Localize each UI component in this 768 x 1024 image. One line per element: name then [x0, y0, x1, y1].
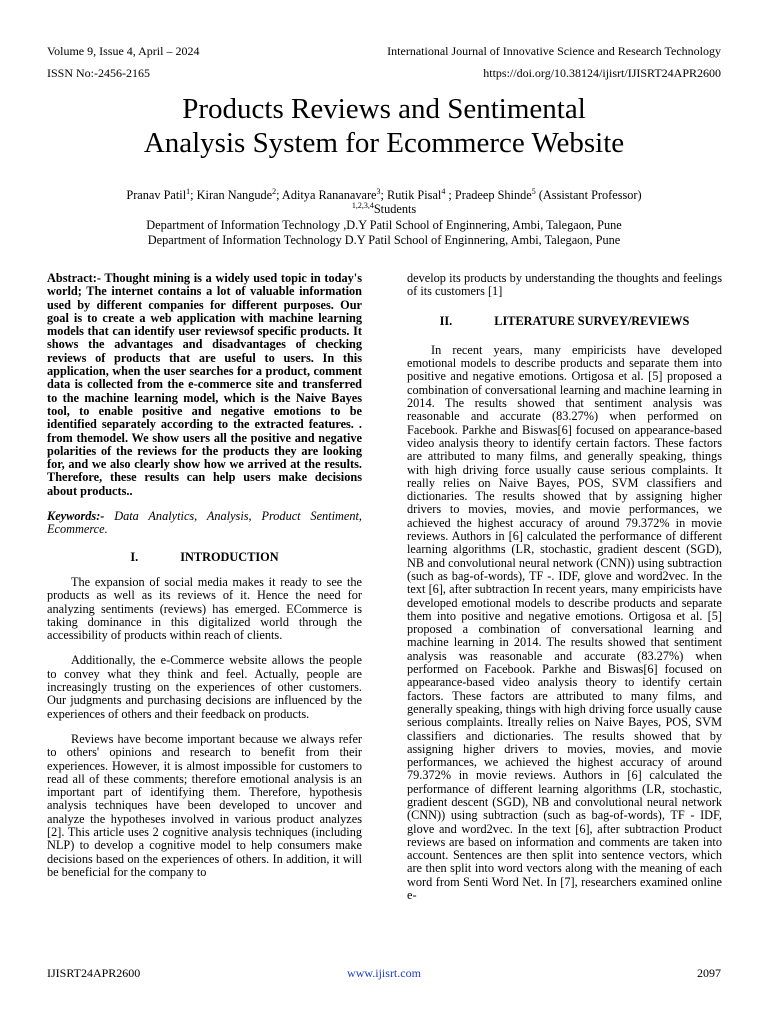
section-heading-literature: [407, 315, 722, 328]
paper-title-line-1: Products Reviews and Sentimental: [182, 93, 586, 125]
intro-paragraph-3: Reviews have become important because we always refer to others' opinions and research to benefit from their experiences. However, it is almost impossible for customers to read all of these comments; therefore emotional analysis is an important part of identifying them. Therefore, hypothesis analysis techniques have been developed to uncover and analyze the hypotheses involved in various product analyzes [2]. This article uses 2 cognitive analysis techniques (including NLP) to develop a cognitive model to help consumers make decisions based on the experiences of others. In addition, it will be beneficial for the company to: [47, 731, 362, 879]
intro-continuation: develop its products by understanding the thoughts and feelings of its customers [1]: [407, 271, 722, 299]
intro-paragraph-1: The expansion of social media makes it ready to see the products as well as its reviews of it. Hence the need for analyzing sentiments (reviews) has emerged. ECommerce is taking dominance in this digitalized world through the accessibility of products within reach of clients.: [47, 574, 362, 643]
author-list: [40, 188, 728, 203]
section-heading-introduction: [47, 551, 362, 564]
journal-name: International Journal of Innovative Science and Research Technology: [387, 44, 721, 58]
author-affil: 3: [376, 186, 381, 196]
author-name: ; Kiran Nangude: [190, 188, 273, 202]
right-column: [407, 272, 722, 902]
affiliation-1: Department of Information Technology ,D.Y Patil School of Enginnering, Ambi, Talegaon, Pune: [146, 218, 622, 232]
section-number: I.: [130, 549, 139, 564]
section-title: INTRODUCTION: [180, 549, 279, 564]
doi-link[interactable]: https://doi.org/10.38124/ijisrt/IJISRT24APR2600: [483, 66, 721, 80]
abstract: Abstract:- Thought mining is a widely used topic in today's world; The internet contains a lot of valuable information used by different companies for different purposes. Our goal is to create a web application with machine learning models that can identify user reviewsof specific products. It shows the advantages and disadvantages of checking reviews of products that are useful to users. In this application, when the user searches for a product, comment data is collected from the e-commerce site and transferred to the machine learning model, which is the Naive Bayes tool, to enable positive and negative emotions to be identified separately according to the extracted features. . from themodel. We show users all the positive and negative polarities of the reviews for the products they are looking for, and we also clearly show how we arrived at the results. Therefore, these results can help users make decisions about products..: [47, 271, 362, 498]
author-affil: 4: [441, 186, 446, 196]
students-label: Students: [373, 202, 417, 216]
author-name: ; Rutik Pisal: [380, 188, 442, 202]
author-affil: 1: [186, 186, 191, 196]
footer-paper-code: IJISRT24APR2600: [47, 966, 141, 980]
author-affil: 5: [531, 186, 536, 196]
section-title: LITERATURE SURVEY/REVIEWS: [494, 313, 690, 328]
affiliation-2: Department of Information Technology D.Y Patil School of Enginnering, Ambi, Talegaon, Pune: [147, 233, 621, 247]
section-number: II.: [439, 313, 453, 328]
author-affil: 2: [272, 186, 277, 196]
volume-info: Volume 9, Issue 4, April ‒ 2024: [47, 44, 200, 58]
author-students: [40, 202, 728, 217]
left-column: [47, 272, 362, 879]
author-name: ; Aditya Rananavare: [276, 188, 377, 202]
footer-website-link[interactable]: www.ijisrt.com: [347, 966, 421, 980]
literature-paragraph: In recent years, many empiricists have developed emotional models to describe products and separate them into positive and negative emotions. Ortigosa et al. [5] proposed a combination of conversational learning and machine learning in 2014. The results showed that sentiment analysis was reasonable and accurate (83.27%) when performed on Facebook. Parkhe and Biswas[6] focused on appearance-based video analysis theory to identify certain factors. These factors are attributed to many films, and generally speaking, things with high driving force usually cause serious complaints. It really relies on Naive Bayes, POS, SVM classifiers and dictionaries. The results showed that by assigning higher drivers to movies, movies, and movie performances, we achieved the highest accuracy of around 79.372% in movie reviews. Authors in [6] calculated the performance of different learning algorithms (LR, stochastic, gradient descent (SGD), NB and convolutional neural network (CNN)) using subtraction (such as bag-of-words), TF -. IDF, glove and word2vec. In the text [6], after subtraction In recent years, many empiricists have developed emotional models to describe products and separate them into positive and negative emotions. Ortigosa et al. [5] proposed a combination of conversational learning and machine learning in 2014. The results showed that sentiment analysis was reasonable and accurate (83.27%) when performed on Facebook. Parkhe and Biswas[6] focused on appearance-based video analysis theory to identify certain factors. These factors are attributed to many films, and generally speaking, things with high driving force usually cause serious complaints. Itreally relies on Naive Bayes, POS, SVM classifiers and dictionaries. The results showed that by assigning higher drivers to movies, movies, and movie performances, we achieved the highest accuracy of around 79.372% in movie reviews. Authors in [6] calculated the performance of different learning algorithms (LR, stochastic, gradient descent (SGD), NB and convolutional neural network (CNN)) using subtraction (such as bag-of-words), TF - IDF, glove and word2vec. In the text [6], after subtraction Product reviews are based on information and comments are taken into account. Sentences are then split into sentence vectors, which are then split into word vectors along with the meaning of each word from Senti Word Net. In [7], researchers examined online e-: [407, 342, 722, 903]
author-name: ; Pradeep Shinde: [445, 188, 532, 202]
author-role: (Assistant Professor): [535, 188, 642, 202]
keywords-label: Keywords:-: [47, 509, 105, 524]
keywords: [47, 510, 362, 537]
keywords-text: Data Analytics, Analysis, Product Sentiment, Ecommerce.: [47, 509, 362, 537]
students-affil: 1,2,3,4: [351, 200, 374, 210]
paper-title-line-2: Analysis System for Ecommerce Website: [143, 127, 625, 159]
author-name: Pranav Patil: [126, 188, 187, 202]
intro-paragraph-2: Additionally, the e-Commerce website allows the people to convey what they think and feel. Actually, people are increasingly trusting on the experiences of other customers. Our judgments and purchasing decisions are influenced by the experiences of others and their feedback on products.: [47, 653, 362, 721]
page-number: 2097: [697, 966, 721, 980]
issn: ISSN No:-2456-2165: [47, 66, 151, 80]
paper-title: [60, 92, 708, 160]
